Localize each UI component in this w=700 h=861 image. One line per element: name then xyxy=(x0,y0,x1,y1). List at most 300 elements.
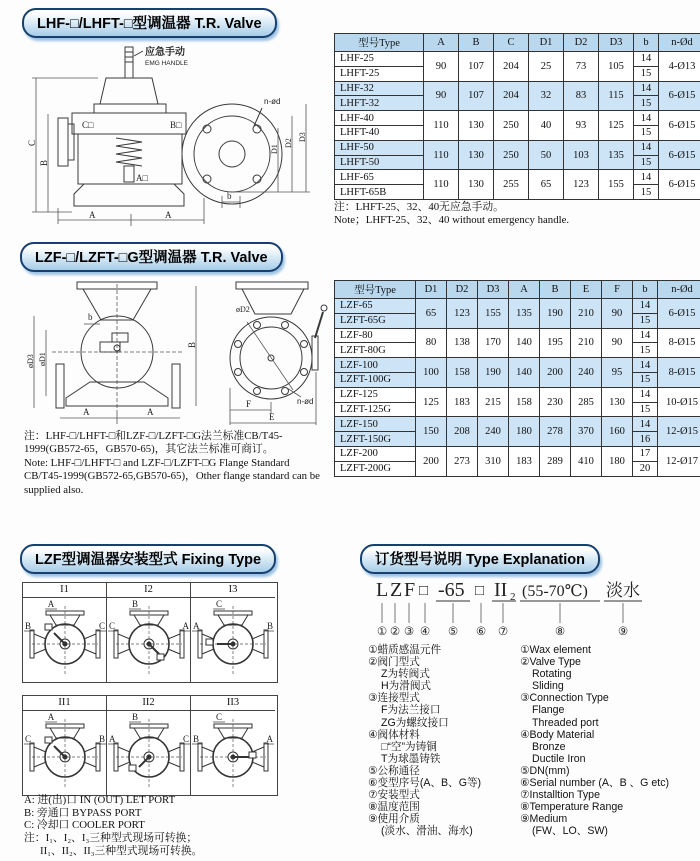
explanation-cn: ⑧温度范围 xyxy=(368,801,420,814)
bolt-holes-cell: 4-Ø13 xyxy=(659,52,700,82)
port-letter-right: A xyxy=(182,621,189,631)
lzf-dimension-table xyxy=(334,280,700,477)
value-cell: 90 xyxy=(602,328,633,358)
section-title-lhf: LHF-□/LHFT-□型调温器 T.R. Valve xyxy=(22,8,277,38)
port-letter-left: A xyxy=(193,621,200,631)
explanation-en: ⑤DN(mm) xyxy=(520,764,570,777)
port-letter-right: B xyxy=(98,734,105,744)
value-cell: 40 xyxy=(529,111,564,141)
column-header: n-Ød xyxy=(659,34,700,52)
value-cell: 65 xyxy=(529,170,564,200)
explanation-cn: ⑥变型序号(A、B、G等) xyxy=(368,777,482,790)
explanation-en: Threaded port xyxy=(532,716,599,729)
value-cell: 138 xyxy=(447,328,478,358)
model-cell: LZFT-80G xyxy=(335,343,416,358)
fixing-diagram xyxy=(191,711,275,795)
value-cell: 107 xyxy=(459,81,494,111)
b-value-cell: 14 xyxy=(634,140,659,155)
bolt-holes-cell: 6-Ø15 xyxy=(659,111,700,141)
explanation-row xyxy=(368,789,700,801)
explanation-row xyxy=(368,644,700,656)
explanation-en: ③Connection Type xyxy=(520,692,609,705)
b-value-cell: 15 xyxy=(634,66,659,81)
port-letter-right: B xyxy=(266,621,273,631)
column-header: C xyxy=(494,34,529,52)
note-line: 注：I₁、I₂、I₃三种型式现场可转换； xyxy=(24,832,198,844)
value-cell: 105 xyxy=(599,52,634,82)
value-cell: 135 xyxy=(509,299,540,329)
value-cell: 135 xyxy=(599,140,634,170)
dim-label-d1: D1 xyxy=(270,144,279,154)
value-cell: 285 xyxy=(571,387,602,417)
note-line: 注：LHF-□/LHFT-□和LZF-□/LZFT-□G法兰标准CB/T45- xyxy=(24,430,283,442)
dim-label-a2: A xyxy=(147,407,154,417)
value-cell: 210 xyxy=(571,299,602,329)
model-part-8: (55-70℃) xyxy=(522,583,588,600)
value-cell: 160 xyxy=(602,417,633,447)
port-letter-top: B xyxy=(131,599,139,609)
model-part-4: □ xyxy=(419,583,429,599)
value-cell: 83 xyxy=(564,81,599,111)
table-row xyxy=(335,170,700,185)
value-cell: 80 xyxy=(416,328,447,358)
port-letter-right: A xyxy=(266,734,273,744)
value-cell: 110 xyxy=(424,140,459,170)
value-cell: 155 xyxy=(599,170,634,200)
b-value-cell: 14 xyxy=(634,52,659,67)
fixing-cell xyxy=(23,598,107,682)
model-part-6: □ xyxy=(475,583,485,599)
value-cell: 130 xyxy=(602,387,633,417)
fixing-cell xyxy=(107,711,191,795)
model-cell: LZF-100 xyxy=(335,358,416,373)
fixing-diagram xyxy=(107,711,191,795)
note-line: A: 进(出)口 IN (OUT) LET PORT xyxy=(24,794,176,806)
value-cell: 110 xyxy=(424,111,459,141)
b-value-cell: 15 xyxy=(633,372,658,387)
value-cell: 180 xyxy=(509,417,540,447)
value-cell: 410 xyxy=(571,446,602,476)
value-cell: 158 xyxy=(509,387,540,417)
column-header: B xyxy=(540,281,571,299)
b-value-cell: 16 xyxy=(633,432,658,447)
column-header: b xyxy=(633,281,658,299)
b-value-cell: 15 xyxy=(633,313,658,328)
value-cell: 123 xyxy=(564,170,599,200)
explanation-cn: ZG为螺纹接口 xyxy=(381,716,449,729)
explanation-cn: (淡水、滑油、海水) xyxy=(381,825,473,838)
explanation-row xyxy=(368,801,700,813)
note-line: B: 旁通口 BYPASS PORT xyxy=(24,806,142,819)
explanation-en: ⑧Temperature Range xyxy=(520,801,624,814)
value-cell: 130 xyxy=(459,111,494,141)
value-cell: 150 xyxy=(416,417,447,447)
b-value-cell: 14 xyxy=(633,328,658,343)
bolt-holes-cell: 6-Ø15 xyxy=(658,299,700,329)
value-cell: 240 xyxy=(478,417,509,447)
model-callout-8: ⑧ xyxy=(554,626,566,638)
model-callout-2: ② xyxy=(389,626,401,638)
model-cell: LZF-125 xyxy=(335,387,416,402)
value-cell: 125 xyxy=(416,387,447,417)
value-cell: 204 xyxy=(494,52,529,82)
model-part-2: Z xyxy=(390,579,403,601)
column-header: D1 xyxy=(529,34,564,52)
fixing-cell-label: II1 xyxy=(23,696,107,711)
fixing-diagram xyxy=(107,598,191,682)
explanation-en: Bronze xyxy=(532,740,566,753)
value-cell: 32 xyxy=(529,81,564,111)
explanation-cn: ①蜡质感温元件 xyxy=(368,644,442,656)
port-letter-left: B xyxy=(193,734,200,744)
section-title-fixing: LZF型调温器安装型式 Fixing Type xyxy=(20,544,276,574)
value-cell: 155 xyxy=(478,299,509,329)
explanation-cn: ⑨使用介质 xyxy=(368,813,420,826)
port-letter-top: A xyxy=(47,599,55,609)
explanation-row xyxy=(368,729,700,741)
value-cell: 240 xyxy=(571,358,602,388)
fixing-cell-label: II3 xyxy=(191,696,275,711)
value-cell: 180 xyxy=(602,446,633,476)
explanation-en: Ductile Iron xyxy=(532,752,586,765)
model-callout-6: ⑥ xyxy=(475,626,487,638)
value-cell: 50 xyxy=(529,140,564,170)
model-cell: LHFT-32 xyxy=(335,96,424,111)
model-part-7-sub: 2 xyxy=(510,591,516,603)
lzf-valve-drawing xyxy=(20,276,332,428)
b-value-cell: 14 xyxy=(633,358,658,373)
column-header: B xyxy=(459,34,494,52)
table-row xyxy=(335,52,700,67)
lhf-valve-drawing xyxy=(26,42,324,234)
table-row xyxy=(335,446,700,461)
bolt-holes-cell: 6-Ø15 xyxy=(659,81,700,111)
b-value-cell: 15 xyxy=(633,343,658,358)
fixing-block-2 xyxy=(22,695,278,796)
fixing-diagram xyxy=(23,711,107,795)
column-header: 型号Type xyxy=(335,281,416,299)
value-cell: 255 xyxy=(494,170,529,200)
column-header: b xyxy=(634,34,659,52)
table-row xyxy=(335,417,700,432)
table-row xyxy=(335,387,700,402)
dim-label-od1: øD1 xyxy=(38,352,47,366)
column-header: A xyxy=(509,281,540,299)
value-cell: 289 xyxy=(540,446,571,476)
explanation-en: Flange xyxy=(532,704,565,717)
model-part-9: 淡水 xyxy=(606,581,640,600)
b-value-cell: 14 xyxy=(633,417,658,432)
lhf-table-note xyxy=(334,201,569,228)
port-letter-top: C xyxy=(215,599,223,609)
b-value-cell: 17 xyxy=(633,446,658,461)
port-letter-top: B xyxy=(131,712,139,722)
dim-label-f: F xyxy=(246,399,252,409)
explanation-cn: ⑦安装型式 xyxy=(368,789,420,802)
model-callout-3: ③ xyxy=(403,626,415,638)
column-header: D2 xyxy=(564,34,599,52)
emg-handle-label-en: EMG HANDLE xyxy=(145,60,188,67)
dim-label-b-cap: B xyxy=(39,159,49,166)
model-cell: LZF-80 xyxy=(335,328,416,343)
fixing-note xyxy=(24,832,202,857)
value-cell: 190 xyxy=(478,358,509,388)
value-cell: 183 xyxy=(447,387,478,417)
value-cell: 100 xyxy=(416,358,447,388)
port-letter-top: C xyxy=(215,712,223,722)
explanation-row xyxy=(368,825,700,837)
note-line: supplied also. xyxy=(24,483,84,496)
explanation-cn: □“空”为铸铜 xyxy=(381,740,437,753)
table-row xyxy=(335,81,700,96)
value-cell: 123 xyxy=(447,299,478,329)
explanation-en: Sliding xyxy=(532,680,564,693)
type-explanation-list xyxy=(368,644,700,838)
value-cell: 250 xyxy=(494,140,529,170)
table-row xyxy=(335,358,700,373)
explanation-cn: F为法兰接口 xyxy=(381,704,441,717)
b-value-cell: 15 xyxy=(633,402,658,417)
value-cell: 190 xyxy=(540,299,571,329)
value-cell: 95 xyxy=(602,358,633,388)
value-cell: 200 xyxy=(540,358,571,388)
value-cell: 208 xyxy=(447,417,478,447)
model-cell: LHF-40 xyxy=(335,111,424,126)
port-letter-left: C xyxy=(109,621,116,631)
model-callout-1: ① xyxy=(376,626,388,638)
dim-label-d2: D2 xyxy=(284,138,293,148)
port-label-c: C□ xyxy=(82,120,94,130)
model-cell: LHF-32 xyxy=(335,81,424,96)
port-label-b: B□ xyxy=(170,120,182,130)
port-letter-right: C xyxy=(98,621,105,631)
b-value-cell: 14 xyxy=(634,81,659,96)
bolt-holes-cell: 6-Ø15 xyxy=(659,170,700,200)
b-value-cell: 14 xyxy=(633,299,658,314)
model-callout-5: ⑤ xyxy=(447,626,459,638)
section-title-explanation: 订货型号说明 Type Explanation xyxy=(360,544,600,574)
fixing-cell xyxy=(191,598,275,682)
dim-label-a2: A xyxy=(165,210,172,220)
value-cell: 73 xyxy=(564,52,599,82)
value-cell: 215 xyxy=(478,387,509,417)
fixing-diagram xyxy=(191,598,275,682)
fixing-cell xyxy=(107,598,191,682)
model-part-1: L xyxy=(376,579,389,601)
b-value-cell: 20 xyxy=(633,461,658,476)
value-cell: 25 xyxy=(529,52,564,82)
value-cell: 107 xyxy=(459,52,494,82)
dim-label-a1: A xyxy=(89,210,96,220)
table-header-row xyxy=(335,281,700,299)
explanation-row xyxy=(368,765,700,777)
dim-label-d3: D3 xyxy=(298,132,307,142)
explanation-cn: Z为转阀式 xyxy=(381,668,430,681)
value-cell: 140 xyxy=(509,328,540,358)
dimension-table xyxy=(334,280,700,477)
table-row xyxy=(335,328,700,343)
port-letter-top: A xyxy=(47,712,55,722)
lzf-flange-note xyxy=(24,430,336,497)
value-cell: 158 xyxy=(447,358,478,388)
explanation-row xyxy=(368,692,700,704)
note-line: 注：LHFT-25、32、40无应急手动。 xyxy=(334,201,504,213)
explanation-en: (FW、LO、SW) xyxy=(532,825,608,838)
explanation-row xyxy=(368,680,700,692)
value-cell: 370 xyxy=(571,417,602,447)
model-cell: LZFT-65G xyxy=(335,313,416,328)
model-code-diagram xyxy=(372,576,694,642)
fixing-cell xyxy=(191,711,275,795)
port-letter-left: C xyxy=(25,734,32,744)
model-cell: LHF-50 xyxy=(335,140,424,155)
explanation-row xyxy=(368,741,700,753)
fixing-cell-label: II2 xyxy=(107,696,191,711)
column-header: A xyxy=(424,34,459,52)
lhf-dimension-table xyxy=(334,33,700,200)
value-cell: 200 xyxy=(416,446,447,476)
dim-label-b-small: b xyxy=(88,312,93,322)
b-value-cell: 15 xyxy=(634,185,659,200)
value-cell: 125 xyxy=(599,111,634,141)
explanation-en: ⑥Serial number (A、B 、G etc) xyxy=(520,777,670,790)
model-part-7: II xyxy=(494,579,508,601)
explanation-row xyxy=(368,656,700,668)
note-line: 1999(GB572-65，GB570-65)，其它法兰标准可商订。 xyxy=(24,443,274,456)
column-header: D2 xyxy=(447,281,478,299)
value-cell: 93 xyxy=(564,111,599,141)
value-cell: 250 xyxy=(494,111,529,141)
fixing-cell-label: I2 xyxy=(107,583,191,598)
model-cell: LZF-150 xyxy=(335,417,416,432)
bolt-holes-cell: 12-Ø17 xyxy=(658,446,700,476)
model-cell: LZFT-100G xyxy=(335,372,416,387)
model-cell: LZFT-150G xyxy=(335,432,416,447)
explanation-cn: ③连接型式 xyxy=(368,692,420,705)
dim-label-a1: A xyxy=(83,407,90,417)
table-row xyxy=(335,140,700,155)
model-cell: LHF-25 xyxy=(335,52,424,67)
model-part-3: F xyxy=(404,579,416,601)
value-cell: 140 xyxy=(509,358,540,388)
column-header: D3 xyxy=(599,34,634,52)
value-cell: 110 xyxy=(424,170,459,200)
model-callout-4: ④ xyxy=(419,626,431,638)
b-value-cell: 14 xyxy=(633,387,658,402)
table-row xyxy=(335,299,700,314)
explanation-row xyxy=(368,777,700,789)
column-header: E xyxy=(571,281,602,299)
port-letter-right: C xyxy=(182,734,189,744)
explanation-row xyxy=(368,753,700,765)
dim-label-c: C xyxy=(27,139,37,146)
dimension-table xyxy=(334,33,700,200)
value-cell: 170 xyxy=(478,328,509,358)
explanation-cn: T为球墨铸铁 xyxy=(381,752,441,765)
b-value-cell: 15 xyxy=(634,96,659,111)
explanation-en: ②Valve Type xyxy=(520,656,581,669)
explanation-en: Rotating xyxy=(532,668,572,681)
column-header: 型号Type xyxy=(335,34,424,52)
model-cell: LHF-65 xyxy=(335,170,424,185)
value-cell: 130 xyxy=(459,140,494,170)
bolt-holes-cell: 6-Ø15 xyxy=(659,140,700,170)
column-header: n-Ød xyxy=(658,281,700,299)
model-cell: LHFT-25 xyxy=(335,66,424,81)
fixing-type-grid xyxy=(22,582,278,796)
model-cell: LHFT-50 xyxy=(335,155,424,170)
model-cell: LZFT-200G xyxy=(335,461,416,476)
model-part-5: -65 xyxy=(438,579,465,601)
explanation-cn: ④阀体材料 xyxy=(368,728,420,741)
fixing-block-1 xyxy=(22,582,278,683)
value-cell: 65 xyxy=(416,299,447,329)
section-title-lzf: LZF-□/LZFT-□G型调温器 T.R. Valve xyxy=(20,242,283,272)
explanation-cn: H为滑阀式 xyxy=(381,680,432,693)
dim-label-od2: øD2 xyxy=(236,305,250,314)
value-cell: 195 xyxy=(540,328,571,358)
table-header-row xyxy=(335,34,700,52)
port-letter-left: A xyxy=(109,734,116,744)
explanation-row xyxy=(368,704,700,716)
dim-label-b-small: b xyxy=(227,191,232,201)
column-header: D3 xyxy=(478,281,509,299)
explanation-cn: ⑤公称通径 xyxy=(368,764,420,777)
explanation-row xyxy=(368,668,700,680)
note-line: Note；LHFT-25、32、40 without emergency handle. xyxy=(334,214,570,227)
value-cell: 115 xyxy=(599,81,634,111)
value-cell: 183 xyxy=(509,446,540,476)
explanation-cn: ②阀门型式 xyxy=(368,656,420,669)
model-cell: LZF-65 xyxy=(335,299,416,314)
fixing-diagram xyxy=(23,598,107,682)
b-value-cell: 15 xyxy=(634,155,659,170)
column-header: D1 xyxy=(416,281,447,299)
table-row xyxy=(335,111,700,126)
dim-label-od3: øD3 xyxy=(26,354,35,368)
note-line: II₁、II₂、II₃三种型式现场可转换。 xyxy=(40,844,203,857)
emg-handle-label-cn: 应急手动 xyxy=(145,47,185,58)
fixing-cell xyxy=(23,711,107,795)
model-cell: LHFT-40 xyxy=(335,125,424,140)
dim-label-e: E xyxy=(269,412,275,422)
model-callout-9: ⑨ xyxy=(617,626,629,638)
port-letter-left: B xyxy=(25,621,32,631)
port-label-a: A□ xyxy=(136,173,148,183)
explanation-en: ①Wax element xyxy=(520,644,591,656)
fixing-port-legend xyxy=(24,794,175,832)
value-cell: 90 xyxy=(602,299,633,329)
model-cell: LZFT-125G xyxy=(335,402,416,417)
column-header: F xyxy=(602,281,633,299)
dim-label-nod: n-ød xyxy=(264,97,281,106)
explanation-en: ⑦Installtion Type xyxy=(520,789,600,802)
bolt-holes-cell: 10-Ø15 xyxy=(658,387,700,417)
value-cell: 230 xyxy=(540,387,571,417)
explanation-row xyxy=(368,717,700,729)
value-cell: 90 xyxy=(424,81,459,111)
value-cell: 90 xyxy=(424,52,459,82)
dim-label-nod: n-ød xyxy=(297,397,314,406)
note-line: CB/T45-1999(GB572-65,GB570-65)，Other flange standard can be xyxy=(24,470,320,483)
model-cell: LHFT-65B xyxy=(335,185,424,200)
value-cell: 103 xyxy=(564,140,599,170)
value-cell: 210 xyxy=(571,328,602,358)
value-cell: 204 xyxy=(494,81,529,111)
model-cell: LZF-200 xyxy=(335,446,416,461)
dim-label-b-cap: B xyxy=(187,341,197,348)
bolt-holes-cell: 8-Ø15 xyxy=(658,328,700,358)
